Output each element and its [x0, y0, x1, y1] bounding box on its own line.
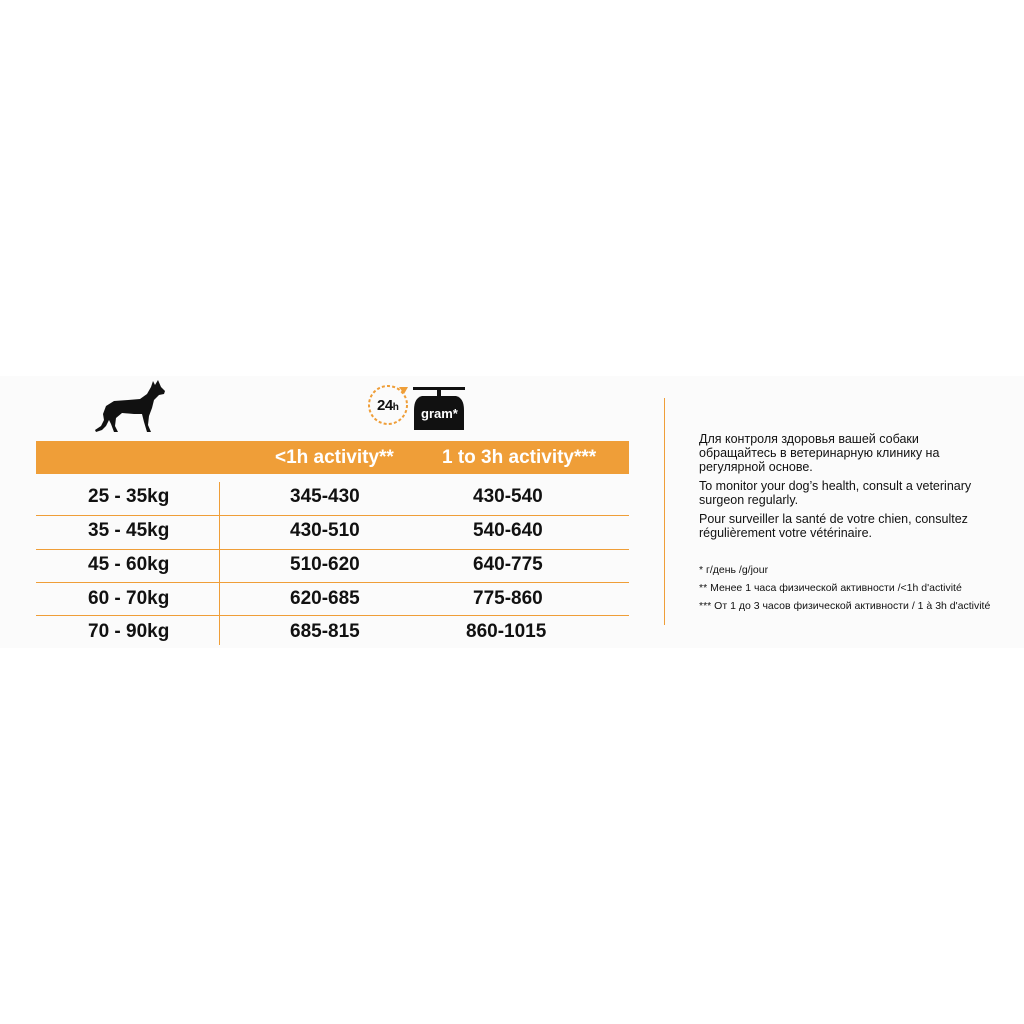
column-header-high-activity: 1 to 3h activity***: [442, 447, 597, 468]
advice-ru: Для контроля здоровья вашей собаки обращайтесь в ветеринарную клинику на регулярной основе.: [699, 432, 940, 474]
table-column-divider: [219, 482, 220, 645]
table-cell-low: 430-510: [290, 520, 360, 541]
table-cell-low: 685-815: [290, 621, 360, 642]
table-cell-high: 540-640: [473, 520, 543, 541]
scale-label: gram*: [421, 406, 458, 421]
table-cell-high: 775-860: [473, 588, 543, 609]
table-cell-low: 620-685: [290, 588, 360, 609]
column-header-low-activity: <1h activity**: [275, 447, 394, 468]
table-cell-low: 345-430: [290, 486, 360, 507]
table-cell-weight: 45 - 60kg: [88, 554, 170, 575]
table-row-divider: [36, 582, 629, 583]
table-row-divider: [36, 549, 629, 550]
clock-label: 24h: [377, 397, 399, 414]
table-cell-weight: 25 - 35kg: [88, 486, 170, 507]
table-cell-weight: 35 - 45kg: [88, 520, 170, 541]
table-cell-weight: 60 - 70kg: [88, 588, 170, 609]
footnote-2: ** Менее 1 часа физической активности /<1h d'activité: [699, 582, 962, 594]
table-row-divider: [36, 515, 629, 516]
dog-silhouette-icon: [94, 378, 166, 434]
table-cell-weight: 70 - 90kg: [88, 621, 170, 642]
footnote-3: *** От 1 до 3 часов физической активности / 1 à 3h d'activité: [699, 600, 991, 612]
table-cell-high: 430-540: [473, 486, 543, 507]
table-cell-high: 640-775: [473, 554, 543, 575]
footnote-1: * г/день /g/jour: [699, 564, 769, 576]
advice-fr: Pour surveiller la santé de votre chien, consultez régulièrement votre vétérinaire.: [699, 512, 968, 540]
table-cell-low: 510-620: [290, 554, 360, 575]
section-divider: [664, 398, 665, 625]
table-cell-high: 860-1015: [466, 621, 547, 642]
table-row-divider: [36, 615, 629, 616]
health-advice: [699, 432, 999, 545]
advice-en: To monitor your dog’s health, consult a veterinary surgeon regularly.: [699, 479, 972, 507]
